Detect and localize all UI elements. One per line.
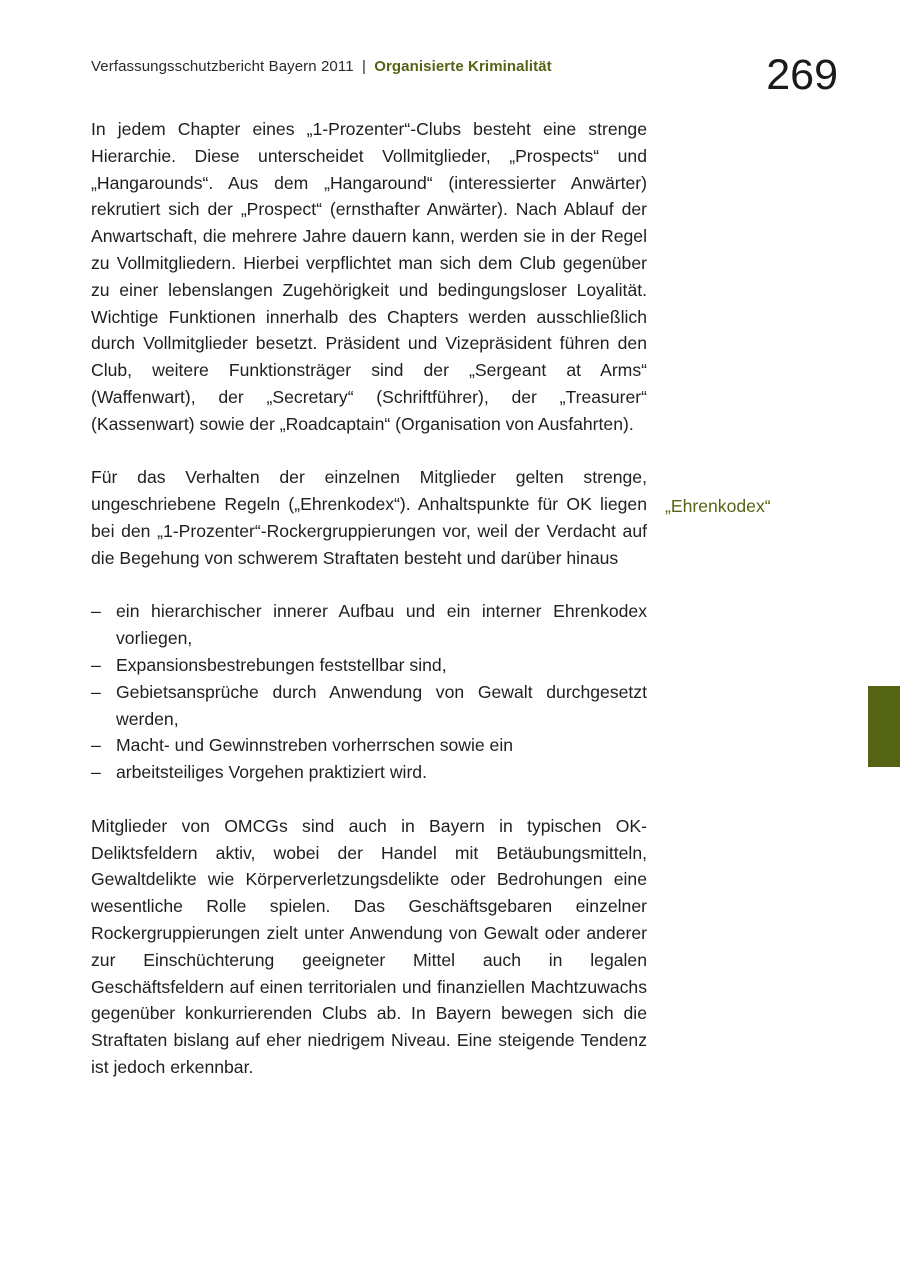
margin-note: „Ehrenkodex“ [665,496,771,516]
list-dash: – [91,735,101,756]
page-number: 269 [766,51,838,99]
list-item-text: Expansionsbestrebungen feststellbar sind, [116,654,447,675]
chapter-thumb-tab [868,686,900,767]
list-item-text: ein hierarchischer innerer Aufbau und ein interner Ehrenkodex vorliegen, [116,601,647,649]
publication-title: Verfassungsschutzbericht Bayern 2011 [91,58,354,75]
list-dash: – [91,681,101,702]
paragraph-omcg-bayern: Mitglieder von OMCGs sind auch in Bayern in typischen OK-Deliktsfeldern aktiv, wobei der Handel mit Betäubungsmitteln, Gewaltdelikte wie Körperverletzungsdelikte oder Bedrohungen eine wesentliche Rolle spielen. Das Geschäftsgebaren einzelner Rockergruppierungen zielt unter Anwendung von Gewalt oder anderer zur Einschüchterung geeigneter Mittel auch in legalen Geschäftsfeldern auf einen territorialen und finanziellen Machtzuwachs gegenüber konkurrierenden Clubs ab. In Bayern bewegen sich die Straftaten bislang auf eher niedrigem Niveau. Eine steigende Tendenz ist jedoch erkennbar. [91,815,647,1077]
paragraph-hierarchy: In jedem Chapter eines „1-Prozenter“-Clubs besteht eine strenge Hierarchie. Diese unterscheidet Vollmitglieder, „Prospects“ und „Hangarounds“. Aus dem „Hangaround“ (interessierter Anwärter) rekrutiert sich der „Prospect“ (ernsthafter Anwärter). Nach Ablauf der Anwartschaft, die mehrere Jahre dauern kann, werden sie in der Regel zu Vollmitgliedern. Hierbei verpflichtet man sich dem Club gegenüber zu einer lebenslangen Zugehörigkeit und bedingungsloser Loyalität. Wichtige Funktionen innerhalb des Chapters werden ausschließlich durch Vollmitglieder besetzt. Präsident und Vizepräsident führen den Club, weitere Funktionsträger sind der „Sergeant at Arms“ (Waffenwart), der „Secretary“ (Schriftführer), der „Treasurer“ (Kassenwart) sowie der „Roadcaptain“ (Organisation von Ausfahrten). [91,119,647,434]
paragraph-ehrenkodex: Für das Verhalten der einzelnen Mitglieder gelten strenge, ungeschriebene Regeln („Ehrenkodex“). Anhaltspunkte für OK liegen bei den „1-Prozenter“-Rockergruppierungen vor, weil der Verdacht auf die Begehung von schwerem Straftaten besteht und darüber hinaus [91,467,647,568]
criteria-list [91,598,647,786]
list-item [91,732,647,759]
list-item-text: Macht- und Gewinnstreben vorherrschen sowie ein [116,735,514,756]
list-item [91,598,647,652]
list-item [91,759,647,786]
list-item [91,652,647,679]
section-title: Organisierte Kriminalität [374,58,552,75]
list-dash: – [91,601,101,622]
list-item-text: Gebietsansprüche durch Anwendung von Gewalt durchgesetzt werden, [116,681,647,729]
running-header [91,58,552,75]
header-separator: | [361,58,366,75]
list-dash: – [91,654,101,675]
list-item [91,679,647,733]
list-dash: – [91,762,101,783]
main-text [91,116,647,1107]
list-item-text: arbeitsteiliges Vorgehen praktiziert wird. [116,762,427,783]
